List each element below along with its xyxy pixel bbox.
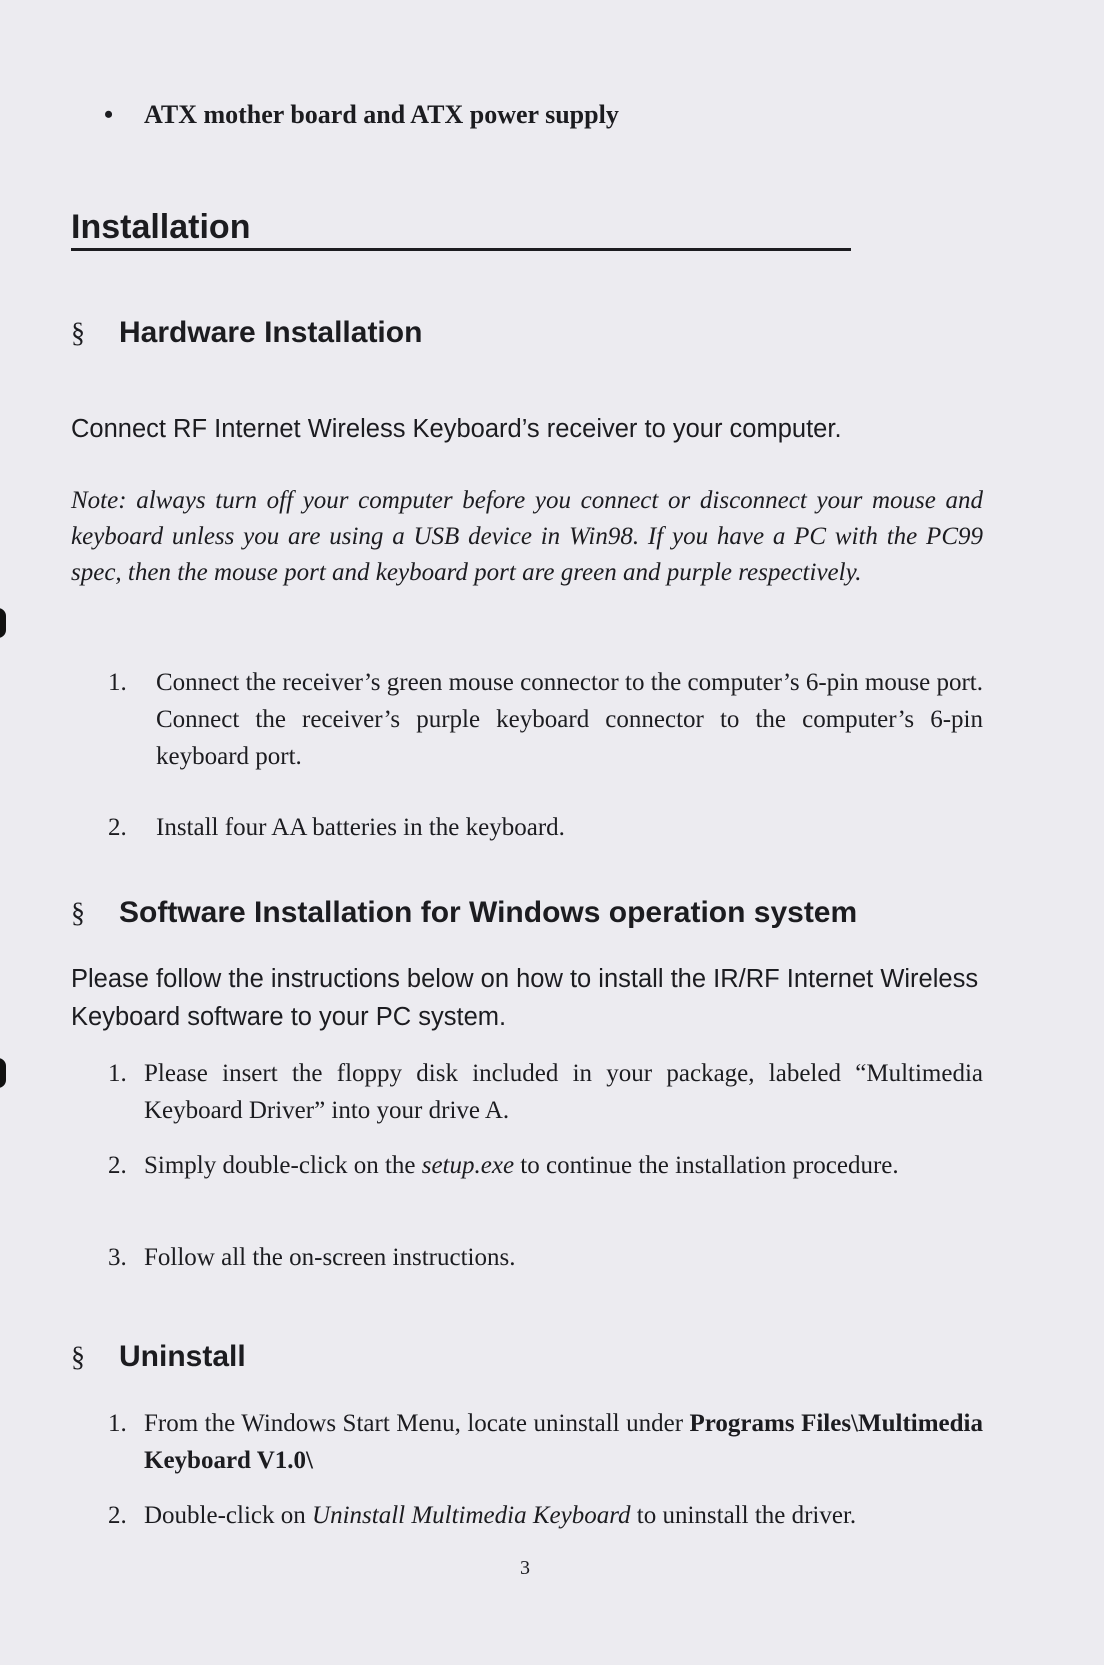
requirement-bullet: • ATX mother board and ATX power supply — [104, 100, 619, 129]
section-heading-hardware: § Hardware Installation — [71, 316, 423, 349]
section-symbol-icon: § — [71, 898, 85, 929]
software-intro: Please follow the instructions below on how to install the IR/RF Internet Wireless Keyboard software to your PC system. — [71, 965, 979, 1031]
hardware-intro: Connect RF Internet Wireless Keyboard’s receiver to your computer. — [71, 415, 842, 443]
section-symbol-icon: § — [71, 1342, 85, 1373]
manual-page: • ATX mother board and ATX power supply Installation § Hardware Installation Connect RF Internet Wireless Keyboard’s receiver to your computer. Note: always turn off your computer before you connect or disconnect your mouse and keyboard unless you are using a USB device in Win98. If you have a PC with the PC99 spec, then the mouse port and keyboard port are green and purple respectively. 1. Connect the receiver’s green mouse connector to the computer’s 6-pin mouse port. Connect the receiver’s purple keyboard connector to the computer’s 6-pin keyboard port. 2. Install four AA batteries in the keyboard. § Software Installation for Windows operation system Please follow the instructions below on how to install the IR/RF Internet Wireless Keyboard software to your PC system. 1. Please insert the floppy disk included in your package, labeled “Multimedia Keyboard Driver” into your drive A. 2. Simply double-click on the setup.exe to continue the installation procedure. 3. Follow all the on-screen instructions. § Uninstall 1. From the Windows Start Menu, locate uninstall under Programs Files\Multimedia Keyboard V1.0\ 2. Double-click on Uninstall Multimedia Keyboard to uninstall the driver. 3 — [0, 0, 1104, 1665]
section-heading-uninstall: § Uninstall — [71, 1340, 246, 1373]
scan-binding-mark — [0, 608, 6, 638]
page-number: 3 — [520, 1557, 530, 1579]
section-symbol-icon: § — [71, 318, 85, 349]
page-title: Installation — [71, 208, 851, 251]
scan-binding-mark — [0, 1058, 6, 1088]
bullet-dot-icon: • — [104, 100, 114, 129]
section-heading-software: § Software Installation for Windows operation system — [71, 896, 858, 929]
hardware-note: Note: always turn off your computer before you connect or disconnect your mouse and keyboard unless you are using a USB device in Win98. If you have a PC with the PC99 spec, then the mouse port and keyboard port are green and purple respectively. — [71, 487, 983, 586]
